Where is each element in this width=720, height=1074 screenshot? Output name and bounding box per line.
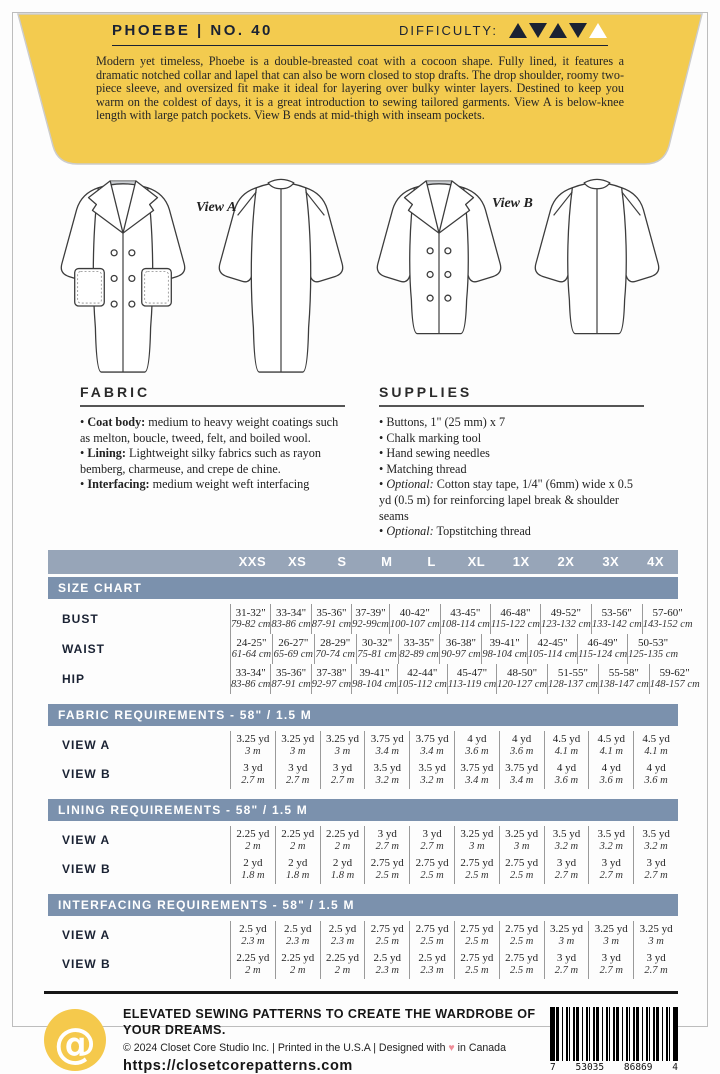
cell-imperial: 3 yd [601, 952, 621, 964]
size-column-header: 3X [602, 554, 620, 570]
interfacing-requirements-band: INTERFACING REQUIREMENTS - 58" / 1.5 M [48, 894, 678, 916]
cell-metric: 3 m [469, 840, 485, 852]
cell-metric: 2.7 m [420, 840, 444, 852]
cell-imperial: 2 yd [288, 857, 308, 869]
cell-metric: 2 m [245, 840, 261, 852]
cell-metric: 3.2 m [599, 840, 623, 852]
row-label: VIEW B [62, 862, 111, 877]
cell-metric: 2.5 m [465, 869, 489, 881]
cell-imperial: 35-36" [275, 666, 307, 679]
row-label: VIEW B [62, 957, 111, 972]
size-column-header: 1X [512, 554, 530, 570]
list-item-text: Chalk marking tool [386, 430, 482, 445]
cell-metric: 3.6 m [599, 774, 623, 786]
cell-metric: 79-82 cm [231, 619, 271, 630]
cell-metric: 98-104 cm [482, 649, 527, 660]
cell-metric: 2.7 m [554, 964, 579, 976]
cell-imperial: 3 yd [288, 762, 308, 774]
cell-imperial: 4 yd [646, 762, 666, 774]
cell-imperial: 33-34" [235, 666, 266, 679]
cell-metric: 3.6 m [644, 774, 668, 786]
cell-metric: 2.7 m [599, 869, 623, 881]
cell-metric: 3 m [245, 745, 261, 757]
cell-imperial: 2.5 yd [373, 952, 402, 964]
cell-imperial: 46-48" [500, 606, 531, 619]
cell-metric: 2.7 m [644, 964, 668, 976]
cell-imperial: 3.5 yd [642, 828, 670, 840]
cell-metric: 1.8 m [241, 869, 265, 881]
cell-imperial: 3.25 yd [325, 733, 359, 745]
heart-icon: ♥ [448, 1041, 455, 1054]
list-item-text: Buttons, 1" (25 mm) x 7 [386, 415, 506, 429]
cell-imperial: 48-50" [507, 666, 538, 679]
coat-illustrations [0, 170, 720, 378]
cell-metric: 115-122 cm [490, 619, 540, 630]
cell-imperial: 2.25 yd [236, 952, 270, 964]
cell-imperial: 3 yd [601, 857, 621, 869]
cell-metric: 2 m [334, 840, 351, 852]
cell-imperial: 3 yd [556, 952, 577, 964]
difficulty-triangle-filled [529, 23, 547, 38]
view-b-label: View B [492, 196, 533, 211]
difficulty-triangle-filled [569, 23, 587, 38]
cell-metric: 2.5 m [375, 935, 399, 947]
cell-imperial: 42-45" [537, 636, 568, 649]
cell-imperial: 39-41" [489, 636, 520, 649]
cell-metric: 3.6 m [554, 774, 579, 786]
cell-metric: 2 m [245, 964, 261, 976]
difficulty-label: DIFFICULTY: [398, 23, 498, 38]
cell-metric: 2 m [334, 964, 351, 976]
cell-metric: 123-132 cm [540, 619, 591, 630]
cell-metric: 2.7 m [644, 869, 668, 881]
cell-metric: 65-69 cm [273, 649, 314, 660]
cell-imperial: 3.5 yd [373, 762, 402, 774]
cell-metric: 83-86 cm [231, 679, 271, 690]
cell-imperial: 2.75 yd [505, 952, 539, 964]
cell-imperial: 51-55" [557, 666, 589, 679]
row-label: VIEW B [62, 767, 111, 782]
list-item-text: Hand sewing needles [386, 446, 490, 461]
cell-imperial: 4 yd [556, 762, 577, 774]
row-label: VIEW A [62, 928, 111, 943]
cell-metric: 2.3 m [330, 935, 355, 947]
cell-imperial: 2.75 yd [370, 923, 404, 935]
list-item-label: Optional: [386, 477, 434, 492]
cell-metric: 2.7 m [554, 869, 579, 881]
size-chart-band: SIZE CHART [48, 577, 678, 599]
cell-metric: 3.2 m [375, 774, 399, 786]
cell-metric: 128-137 cm [548, 679, 598, 690]
cell-imperial: 4 yd [601, 762, 621, 774]
cell-imperial: 35-36" [316, 606, 347, 619]
cell-metric: 92-99cm [352, 619, 389, 630]
cell-imperial: 45-47" [456, 666, 488, 679]
cell-imperial: 2.25 yd [325, 952, 359, 964]
cell-imperial: 3.75 yd [415, 733, 449, 745]
size-column-header: XXS [238, 554, 267, 570]
difficulty-rating [399, 23, 608, 38]
cell-imperial: 2.75 yd [460, 952, 494, 964]
barcode-digit: 4 [672, 1061, 678, 1073]
cell-imperial: 4.5 yd [597, 733, 626, 745]
cell-imperial: 2.75 yd [370, 857, 404, 869]
coat-view-a-front-illustration [48, 170, 198, 377]
list-item-text: Lightweight silky fabrics such as rayon bemberg, charmeuse, and crepe de chine. [80, 446, 321, 476]
list-item-label: Interfacing: [87, 477, 150, 492]
size-column-header: M [381, 554, 393, 570]
cell-metric: 115-124 cm [578, 649, 628, 660]
cell-imperial: 50-53" [638, 636, 669, 649]
footer-copyright [123, 1042, 550, 1054]
cell-imperial: 49-52" [550, 606, 581, 619]
cell-imperial: 3.75 yd [505, 762, 539, 774]
cell-metric: 3 m [334, 745, 351, 757]
cell-imperial: 3.25 yd [281, 733, 315, 745]
cell-metric: 75-81 cm [357, 649, 397, 660]
cell-imperial: 24-25" [236, 636, 267, 649]
pattern-description: Modern yet timeless, Phoebe is a double-breasted coat with a cocoon shape. Fully lined, it features a dramatic notched collar and lapel that can also be worn closed to stop drafts. The drop shoulder, roomy two-piece sleeve, and oversized fit make it ideal for layering over bulky winter layers. Destined to keep you warm on the coldest of days, it is a great introduction to sewing tailored garments. View A is below-knee length with large patch pockets. View B ends at mid-thigh with inseam pockets. [96, 54, 624, 123]
cell-metric: 92-97 cm [311, 679, 352, 690]
cell-imperial: 3 yd [556, 857, 577, 869]
cell-imperial: 3 yd [332, 762, 353, 774]
cell-imperial: 2.5 yd [283, 923, 312, 935]
cell-imperial: 2.75 yd [415, 857, 449, 869]
cell-metric: 2.5 m [465, 964, 489, 976]
cell-metric: 105-112 cm [397, 679, 447, 690]
cell-metric: 3.4 m [510, 774, 534, 786]
row-label: VIEW A [62, 833, 111, 848]
cell-imperial: 55-58" [608, 666, 639, 679]
lining-requirements-band: LINING REQUIREMENTS - 58" / 1.5 M [48, 799, 678, 821]
difficulty-triangle-empty [589, 23, 607, 38]
cell-imperial: 36-38" [445, 636, 476, 649]
cell-imperial: 26-27" [278, 636, 309, 649]
cell-imperial: 3 yd [422, 828, 442, 840]
supplies-heading: SUPPLIES [379, 384, 644, 407]
cell-imperial: 57-60" [652, 606, 683, 619]
cell-metric: 3.2 m [554, 840, 579, 852]
list-item-label: Optional: [386, 524, 434, 539]
fabric-heading: FABRIC [80, 384, 345, 407]
barcode-digits [550, 1062, 678, 1073]
list-item-text: medium weight weft interfacing [149, 477, 310, 492]
cell-metric: 98-104 cm [352, 679, 397, 690]
size-column-header: S [337, 554, 347, 570]
cell-metric: 4.1 m [644, 745, 668, 757]
size-column-header: XS [288, 554, 307, 570]
cell-imperial: 3.25 yd [505, 828, 539, 840]
cell-metric: 105-114 cm [527, 649, 578, 660]
difficulty-triangles [508, 23, 608, 38]
fabric-requirements-band: FABRIC REQUIREMENTS - 58" / 1.5 M [48, 704, 678, 726]
row-label: BUST [62, 611, 99, 626]
row-label: HIP [62, 671, 86, 686]
cell-imperial: 2.25 yd [281, 828, 315, 840]
footer-url[interactable]: https://closetcorepatterns.com [123, 1057, 353, 1074]
cell-imperial: 37-38" [316, 666, 347, 679]
cell-metric: 3.4 m [420, 745, 444, 757]
list-item-text: medium to heavy weight coatings such as melton, boucle, tweed, felt, and boiled wool. [80, 415, 339, 445]
cell-imperial: 3.25 yd [549, 923, 583, 935]
cell-imperial: 4 yd [512, 733, 532, 745]
cell-metric: 2.3 m [241, 935, 265, 947]
size-column-header: 4X [647, 554, 665, 570]
cell-imperial: 42-44" [407, 666, 438, 679]
list-item-text: Matching thread [386, 461, 467, 476]
cell-imperial: 4.5 yd [642, 733, 670, 745]
cell-metric: 133-142 cm [591, 619, 642, 630]
cell-metric: 2.5 m [510, 964, 534, 976]
cell-imperial: 2.75 yd [505, 857, 539, 869]
cell-metric: 120-127 cm [497, 679, 548, 690]
cell-metric: 4.1 m [554, 745, 579, 757]
cell-metric: 2.5 m [420, 869, 444, 881]
pattern-title: PHOEBE | NO. 40 [112, 22, 273, 39]
cell-metric: 70-74 cm [315, 649, 355, 660]
cell-metric: 3 m [603, 935, 619, 947]
cell-metric: 3.4 m [465, 774, 489, 786]
difficulty-triangle-filled [509, 23, 527, 38]
cell-metric: 3.6 m [465, 745, 489, 757]
cell-metric: 2.7 m [286, 774, 310, 786]
cell-metric: 90-97 cm [441, 649, 481, 660]
cell-imperial: 3.25 yd [639, 923, 673, 935]
row-label: VIEW A [62, 738, 111, 753]
cell-metric: 3.2 m [420, 774, 444, 786]
cell-imperial: 3.75 yd [370, 733, 404, 745]
cell-metric: 148-157 cm [649, 679, 700, 690]
cell-metric: 2.5 m [465, 935, 489, 947]
cell-metric: 143-152 cm [642, 619, 693, 630]
cell-imperial: 33-35" [403, 636, 435, 649]
cell-metric: 2.5 m [510, 935, 534, 947]
copyright-text: © 2024 Closet Core Studio Inc. | Printed in the U.S.A | Designed with [123, 1041, 446, 1054]
cell-imperial: 59-62" [659, 666, 690, 679]
cell-metric: 2.5 m [375, 869, 399, 881]
cell-metric: 1.8 m [330, 869, 355, 881]
cell-metric: 1.8 m [286, 869, 310, 881]
cell-imperial: 2.75 yd [415, 923, 449, 935]
cell-metric: 125-135 cm [628, 649, 679, 660]
footer-tagline: ELEVATED SEWING PATTERNS TO CREATE THE WARDROBE OF YOUR DREAMS. [123, 1006, 536, 1037]
difficulty-triangle-filled [549, 23, 567, 38]
barcode-digit: 7 [550, 1061, 556, 1073]
cell-imperial: 3.25 yd [460, 828, 494, 840]
cell-metric: 82-89 cm [399, 649, 439, 660]
list-item-text: Topstitching thread [433, 524, 531, 539]
cell-metric: 2.7 m [241, 774, 265, 786]
cell-imperial: 3.5 yd [552, 828, 581, 840]
cell-metric: 3 m [648, 935, 664, 947]
cell-metric: 3 m [558, 935, 575, 947]
cell-imperial: 3 yd [646, 857, 666, 869]
cell-imperial: 3 yd [377, 828, 397, 840]
cell-imperial: 2.75 yd [460, 923, 494, 935]
cell-metric: 3.2 m [644, 840, 668, 852]
cell-imperial: 31-32" [235, 606, 266, 619]
cell-metric: 2 m [289, 964, 306, 976]
cell-metric: 2.7 m [375, 840, 399, 852]
cell-imperial: 3 yd [243, 762, 263, 774]
size-column-header: L [427, 554, 436, 570]
envelope-flap [0, 0, 720, 168]
cell-metric: 2 m [289, 840, 306, 852]
cell-metric: 113-119 cm [447, 679, 497, 690]
cell-metric: 3.4 m [375, 745, 399, 757]
cell-metric: 108-114 cm [440, 619, 490, 630]
cell-imperial: 2.5 yd [239, 923, 267, 935]
cell-metric: 2.5 m [420, 935, 444, 947]
cell-imperial: 2.25 yd [236, 828, 270, 840]
cell-imperial: 3.5 yd [418, 762, 446, 774]
cell-metric: 3 m [513, 840, 530, 852]
cell-imperial: 2.25 yd [281, 952, 315, 964]
cell-metric: 2.7 m [330, 774, 355, 786]
cell-imperial: 53-56" [601, 606, 632, 619]
coat-view-b-back-illustration [522, 170, 672, 377]
cell-imperial: 28-29" [320, 636, 351, 649]
cell-metric: 2.7 m [599, 964, 623, 976]
cell-imperial: 30-32" [362, 636, 393, 649]
cell-imperial: 43-45" [450, 606, 481, 619]
cell-metric: 3.6 m [510, 745, 534, 757]
copyright-country: in Canada [457, 1041, 506, 1054]
cell-imperial: 3.25 yd [594, 923, 628, 935]
cell-metric: 138-147 cm [598, 679, 649, 690]
cell-imperial: 46-49" [587, 636, 618, 649]
view-a-label: View A [196, 200, 237, 215]
logo-at-icon: @ [54, 1018, 96, 1068]
cell-metric: 2.5 m [510, 869, 534, 881]
cell-metric: 2.3 m [420, 964, 444, 976]
cell-imperial: 2.25 yd [325, 828, 359, 840]
list-item-label: Coat body: [87, 415, 146, 429]
cell-imperial: 3.25 yd [236, 733, 270, 745]
cell-metric: 3 m [289, 745, 306, 757]
cell-imperial: 2.5 yd [328, 923, 357, 935]
cell-imperial: 3 yd [646, 952, 666, 964]
size-column-header: 2X [557, 554, 575, 570]
cell-imperial: 2.5 yd [418, 952, 446, 964]
cell-imperial: 4 yd [467, 733, 487, 745]
title-divider [112, 45, 608, 46]
list-item-text: Cotton stay tape, 1/4" (6mm) wide x 0.5 yd (0.5 m) for reinforcing lapel break & shoulder seams [379, 477, 634, 523]
cell-metric: 100-107 cm [389, 619, 440, 630]
barcode-bars [550, 1007, 678, 1061]
cell-metric: 61-64 cm [231, 649, 272, 660]
cell-imperial: 3.75 yd [460, 762, 494, 774]
size-column-header: XL [467, 554, 486, 570]
cell-imperial: 2 yd [243, 857, 263, 869]
cell-imperial: 40-42" [399, 606, 430, 619]
cell-imperial: 3.5 yd [597, 828, 626, 840]
list-item-label: Lining: [87, 446, 126, 461]
cell-imperial: 33-34" [275, 606, 307, 619]
cell-imperial: 37-39" [355, 606, 386, 619]
cell-imperial: 2.75 yd [505, 923, 539, 935]
cell-imperial: 2.75 yd [460, 857, 494, 869]
barcode-digit: 53035 [575, 1061, 605, 1073]
cell-imperial: 4.5 yd [552, 733, 581, 745]
cell-imperial: 2 yd [332, 857, 353, 869]
cell-metric: 87-91 cm [311, 619, 352, 630]
cell-metric: 83-86 cm [271, 619, 311, 630]
cell-metric: 2.3 m [375, 964, 399, 976]
cell-metric: 87-91 cm [271, 679, 311, 690]
cell-metric: 2.3 m [286, 935, 310, 947]
cell-metric: 4.1 m [599, 745, 623, 757]
row-label: WAIST [62, 641, 105, 656]
cell-imperial: 39-41" [359, 666, 390, 679]
barcode-digit: 86869 [623, 1061, 653, 1073]
